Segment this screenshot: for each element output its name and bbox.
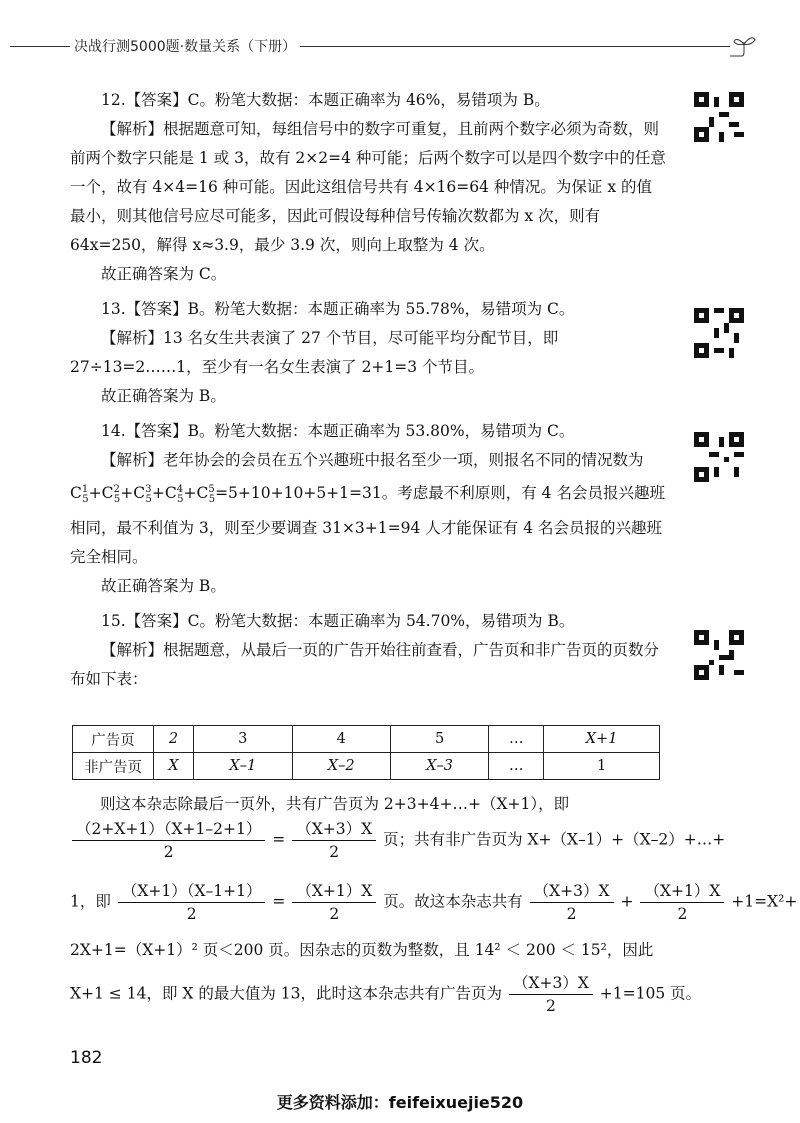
table-cell: X–3 (390, 753, 488, 780)
q14-analysis (70, 446, 666, 572)
q12-conclusion: 故正确答案为 C。 (101, 265, 227, 283)
q13-answer: 13.【答案】B。粉笔大数据：本题正确率为 55.78%，易错项为 C。 (101, 300, 575, 318)
qr-code-icon[interactable] (694, 92, 744, 142)
table-cell: 2 (154, 726, 194, 753)
q13-analysis: 【解析】13 名女生共表演了 27 个节目，尽可能平均分配节目，即 27÷13=2……1，至少有一名女生表演了 2+1=3 个节目。 (70, 329, 559, 376)
q15-line4: 2X+1=（X+1）² 页＜200 页。因杂志的页数为整数，且 14² ＜ 200 ＜ 15²，因此 (70, 941, 654, 959)
qr-code-icon[interactable] (694, 630, 744, 680)
q14-conclusion: 故正确答案为 B。 (101, 577, 226, 596)
page-distribution-table (72, 725, 660, 780)
table-cell: X–1 (194, 753, 292, 780)
table-cell: 1 (544, 753, 660, 780)
table-cell: 3 (194, 726, 292, 753)
table-cell: X (154, 753, 194, 780)
q14-analysis-rest: =5+10+10+5+1=31。考虑最不利原则，有 4 名会员报兴趣班相同，最不利值为 3，则至少要调查 31×3+1=94 人才能保证有 4 名会员报的兴趣班完全相同。 (70, 484, 665, 567)
table-cell: X+1 (544, 726, 660, 753)
fraction: $\frac{(X+1)(X-1+1)}{2}$ (118, 880, 266, 925)
q12-analysis: 【解析】根据题意可知，每组信号中的数字可重复，且前两个数字必须为奇数，则前两个数字只能是 1 或 3，故有 2×2=4 种可能；后两个数字可以是四个数字中的任意一个，故有 4×4=16 种可能。因此这组信号共有 4×16=64 种情况。为保证 x 的值最小，则其他信号应尽可能多，因此可假设每种信号传输次数都为 x 次，则有 64x=250，解得 x≈3.9，最少 3.9 次，则向上取整为 4 次。 (70, 120, 666, 254)
page-number: 182 (70, 1048, 103, 1068)
table-cell: 5 (390, 726, 488, 753)
fraction: $\frac{(X+3)X}{2}$ (292, 818, 376, 863)
q14-answer: 14.【答案】B。粉笔大数据：本题正确率为 53.80%，易错项为 C。 (101, 422, 575, 440)
q12-answer: 12.【答案】C。粉笔大数据：本题正确率为 46%，易错项为 B。 (101, 91, 550, 109)
table-cell: … (489, 753, 544, 780)
book-title: 决战行测5000题·数量关系（下册） (74, 39, 297, 55)
table-cell: 非广告页 (73, 753, 154, 780)
combination-formula: $C^1_5+C^2_5+C^3_5+C^4_5+C^5_5$ (70, 484, 216, 506)
table-cell: … (489, 726, 544, 753)
fraction: $\frac{(X+1)X}{2}$ (640, 880, 724, 925)
table-row (73, 753, 660, 780)
table-row (73, 726, 660, 753)
footer-note: 更多资料添加：feifeixuejie520 (276, 1093, 524, 1112)
table-cell: 广告页 (73, 726, 154, 753)
sprout-icon (728, 34, 758, 60)
qr-code-icon[interactable] (694, 432, 744, 482)
q14-analysis-intro: 【解析】老年协会的会员在五个兴趣班中报名至少一项，则报名不同的情况数为 (101, 451, 644, 469)
qr-code-icon[interactable] (694, 308, 744, 358)
page-header (0, 34, 800, 58)
q15-line3: 1，即 $\frac{(X+1)(X-1+1)}{2}$ = $\frac{(X+1)X}{2}$ 页。故这本杂志共有 $\frac{(X+3)X}{2}$ + $\frac{(X+1)X}{2}$ +1=X²+ (70, 882, 798, 923)
table-cell: X–2 (292, 753, 390, 780)
fraction: $\frac{(2+X+1)(X+1-2+1)}{2}$ (72, 818, 265, 863)
q15-line5: X+1 ≤ 14，即 X 的最大值为 13，此时这本杂志共有广告页为 $\frac{(X+3)X}{2}$ +1=105 页。 (70, 974, 702, 1015)
q15-line2: $\frac{(2+X+1)(X+1-2+1)}{2}$ = $\frac{(X+3)X}{2}$ 页；共有非广告页为 X+（X–1）+（X–2）+…+ (70, 818, 725, 863)
fraction: $\frac{(X+3)X}{2}$ (530, 880, 614, 925)
q15-analysis: 【解析】根据题意，从最后一页的广告开始往前查看，广告页和非广告页的页数分布如下表： (70, 641, 660, 689)
header-rule-right (300, 46, 730, 47)
fraction: $\frac{(X+3)X}{2}$ (509, 972, 593, 1017)
fraction: $\frac{(X+1)X}{2}$ (292, 880, 376, 925)
solutions-body (70, 86, 666, 694)
header-rule-left (10, 46, 70, 47)
q15-answer: 15.【答案】C。粉笔大数据：本题正确率为 54.70%，易错项为 B。 (101, 612, 575, 631)
q15-line1: 则这本杂志除最后一页外，共有广告页为 2+3+4+…+（X+1），即 (100, 795, 570, 813)
table-cell: 4 (292, 726, 390, 753)
q13-conclusion: 故正确答案为 B。 (101, 387, 226, 405)
